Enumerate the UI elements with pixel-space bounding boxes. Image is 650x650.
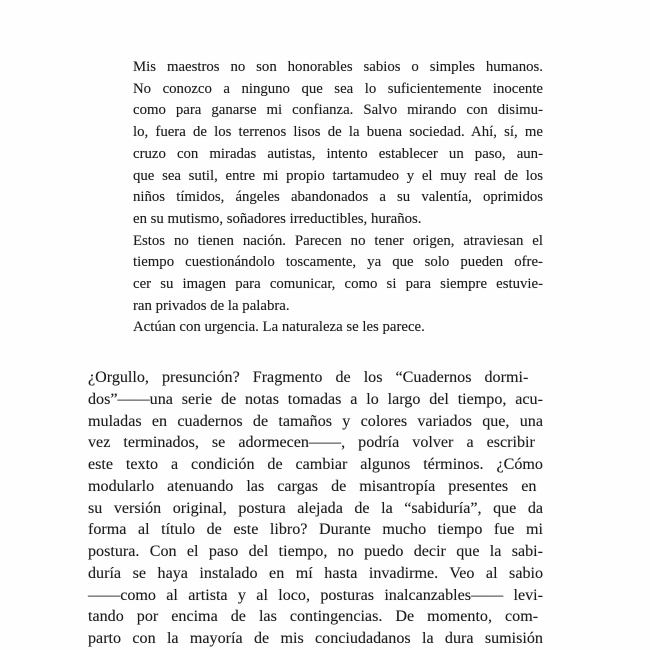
text-line: este texto a condición de cambiar algunos términos. ¿Cómo <box>88 456 543 473</box>
text-line: niños tímidos, ángeles abandonados a su valentía, oprimidos <box>133 189 544 206</box>
text-line: Mis maestros no son honorables sabios o simples humanos. <box>133 59 543 75</box>
text-line: cer su imagen para comunicar, como si para siempre estuvie- <box>133 276 544 293</box>
text-line: modularlo atenuando las cargas de misantropía presentes en <box>88 477 537 495</box>
text-line: en su mutismo, soñadores irreductibles, huraños. <box>133 210 422 227</box>
text-line: muladas en cuadernos de tamaños y colores variados que, una <box>88 412 543 430</box>
text-line: ¿Orgullo, presunción? Fragmento de los “Cuadernos dormi- <box>88 369 529 386</box>
text-line: dos”——una serie de notas tomadas a lo largo del tiempo, acu- <box>88 390 543 408</box>
block-quote <box>133 57 543 339</box>
text-line: postura. Con el paso del tiempo, no puedo decir que la sabi- <box>88 543 544 560</box>
text-line: lo, fuera de los terrenos lisos de la buena sociedad. Ahí, sí, me <box>133 124 543 141</box>
text-line: duría se haya instalado en mí hasta invadirme. Veo al sabio <box>88 564 544 582</box>
text-line: forma al título de este libro? Durante mucho tiempo fue mi <box>88 521 543 539</box>
paragraph <box>133 317 543 339</box>
text-line: tando por encima de las contingencias. De momento, com- <box>88 608 539 626</box>
text-line: ——como al artista y al loco, posturas inalcanzables—— levi- <box>88 586 544 604</box>
main-text <box>88 367 543 650</box>
text-line: como para ganarse mi confianza. Salvo mirando con disimu- <box>133 102 544 119</box>
text-line: su versión original, postura alejada de la “sabiduría”, que da <box>88 499 544 517</box>
paragraph <box>133 231 543 318</box>
text-line: No conozco a ninguno que sea lo suficientemente inocente <box>133 80 544 97</box>
text-line: Actúan con urgencia. La naturaleza se les parece. <box>133 319 425 336</box>
paragraph <box>133 57 543 231</box>
text-line: Estos no tienen nación. Parecen no tener origen, atraviesan el <box>133 232 543 249</box>
text-line: tiempo cuestionándolo toscamente, ya que solo pueden ofre- <box>133 254 543 271</box>
paragraph <box>88 367 543 650</box>
text-line: vez terminados, se adormecen——, podría volver a escribir <box>88 434 535 452</box>
text-line: parto con la mayoría de mis conciudadanos la dura sumisión <box>88 630 543 647</box>
text-line: cruzo con miradas autistas, intento establecer un paso, aun- <box>133 145 544 162</box>
text-line: ran privados de la palabra. <box>133 297 290 314</box>
text-line: que sea sutil, entre mi propio tartamudeo y el muy real de los <box>133 167 544 184</box>
